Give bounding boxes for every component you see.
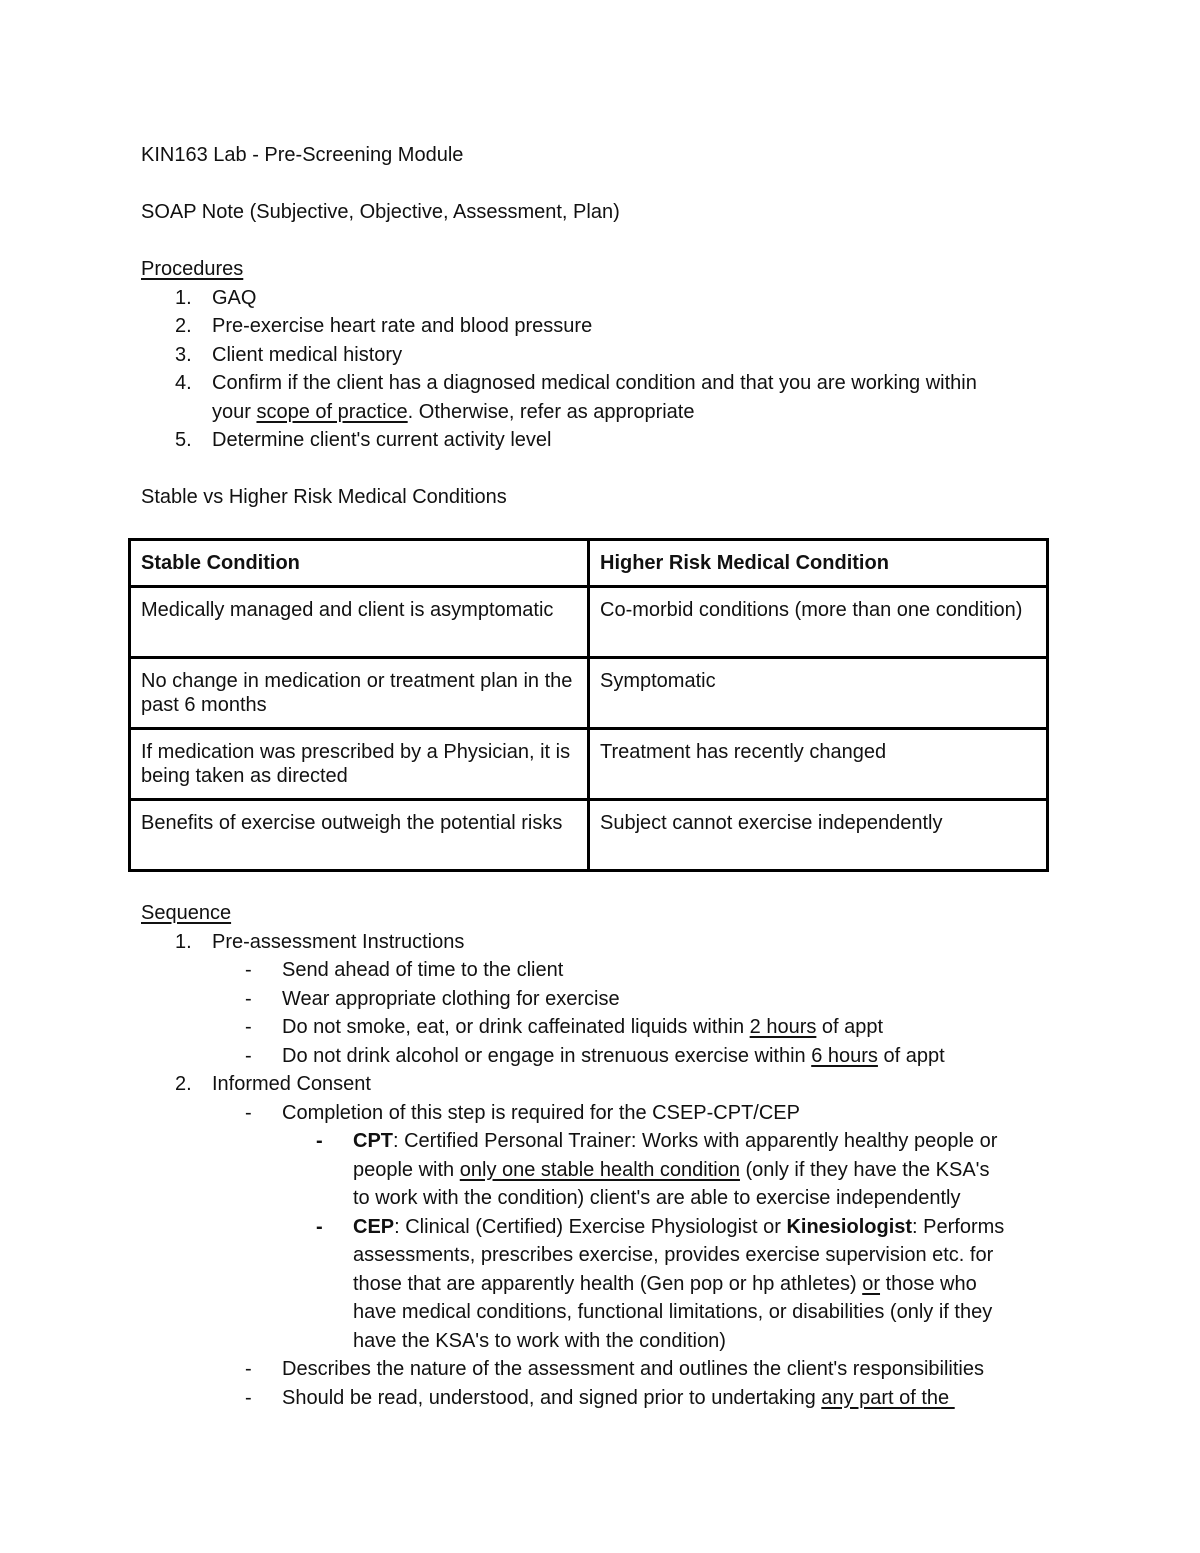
procedure-item: 2. Pre-exercise heart rate and blood pressure	[175, 315, 593, 337]
cep-definition-continued: have medical conditions, functional limitations, or disabilities (only if they	[353, 1301, 993, 1323]
bullet-item: - Wear appropriate clothing for exercise	[245, 987, 620, 1010]
cep-definition: - CEP: Clinical (Certified) Exercise Physiologist or Kinesiologist: Performs	[316, 1215, 1005, 1238]
procedure-item-continued: your scope of practice. Otherwise, refer as appropriate	[212, 400, 695, 423]
stable-cell: If medication was prescribed by a Physician, it is being taken as directed	[130, 729, 589, 800]
sequence-section	[141, 899, 1061, 1412]
table-row	[130, 658, 1048, 729]
conditions-table	[128, 538, 1049, 872]
table-row	[130, 729, 1048, 800]
procedure-item: 3. Client medical history	[175, 343, 403, 366]
sequence-step: 1. Pre-assessment Instructions	[175, 930, 465, 953]
cpt-definition: - CPT: Certified Personal Trainer: Works with apparently healthy people or	[316, 1130, 998, 1152]
document-page	[141, 141, 1061, 512]
header-stable-condition: Stable Condition	[130, 540, 589, 587]
conditions-heading: Stable vs Higher Risk Medical Conditions	[141, 486, 507, 508]
soap-note-line: SOAP Note (Subjective, Objective, Assessment, Plan)	[141, 201, 620, 223]
bullet-item: - Do not drink alcohol or engage in strenuous exercise within 6 hours of appt	[245, 1044, 945, 1067]
cpt-definition-continued: to work with the condition) client's are able to exercise independently	[353, 1187, 961, 1209]
procedure-item: 1. GAQ	[175, 286, 257, 309]
stable-cell: Medically managed and client is asymptomatic	[130, 587, 589, 658]
higher-risk-cell: Treatment has recently changed	[589, 729, 1048, 800]
procedure-item: 5. Determine client's current activity level	[175, 429, 552, 451]
stable-cell: Benefits of exercise outweigh the potential risks	[130, 800, 589, 871]
table-header-row	[130, 540, 1048, 587]
bullet-item: - Send ahead of time to the client	[245, 959, 564, 981]
bullet-item: - Completion of this step is required for the CSEP-CPT/CEP	[245, 1101, 800, 1124]
stable-cell: No change in medication or treatment plan in the past 6 months	[130, 658, 589, 729]
cep-definition-continued: assessments, prescribes exercise, provides exercise supervision etc. for	[353, 1244, 994, 1266]
table-row	[130, 800, 1048, 871]
procedure-item: 4. Confirm if the client has a diagnosed medical condition and that you are working within	[175, 372, 977, 394]
header-higher-risk-condition: Higher Risk Medical Condition	[589, 540, 1048, 587]
bullet-item: - Describes the nature of the assessment and outlines the client's responsibilities	[245, 1358, 984, 1380]
cpt-definition-continued: people with only one stable health condition (only if they have the KSA's	[353, 1158, 990, 1181]
higher-risk-cell: Symptomatic	[589, 658, 1048, 729]
sequence-heading: Sequence	[141, 902, 232, 924]
higher-risk-cell: Subject cannot exercise independently	[589, 800, 1048, 871]
scope-of-practice-link: scope of practice	[256, 400, 408, 423]
bullet-item: - Do not smoke, eat, or drink caffeinated liquids within 2 hours of appt	[245, 1016, 884, 1038]
bullet-item: - Should be read, understood, and signed prior to undertaking any part of the	[245, 1386, 955, 1409]
document-title: KIN163 Lab - Pre-Screening Module	[141, 144, 464, 166]
cep-definition-continued: have the KSA's to work with the condition)	[353, 1329, 726, 1352]
procedures-heading: Procedures	[141, 258, 244, 280]
cep-definition-continued: those that are apparently health (Gen pop or hp athletes) or those who	[353, 1272, 977, 1295]
higher-risk-cell: Co-morbid conditions (more than one condition)	[589, 587, 1048, 658]
sequence-step: 2. Informed Consent	[175, 1073, 371, 1095]
table-row	[130, 587, 1048, 658]
